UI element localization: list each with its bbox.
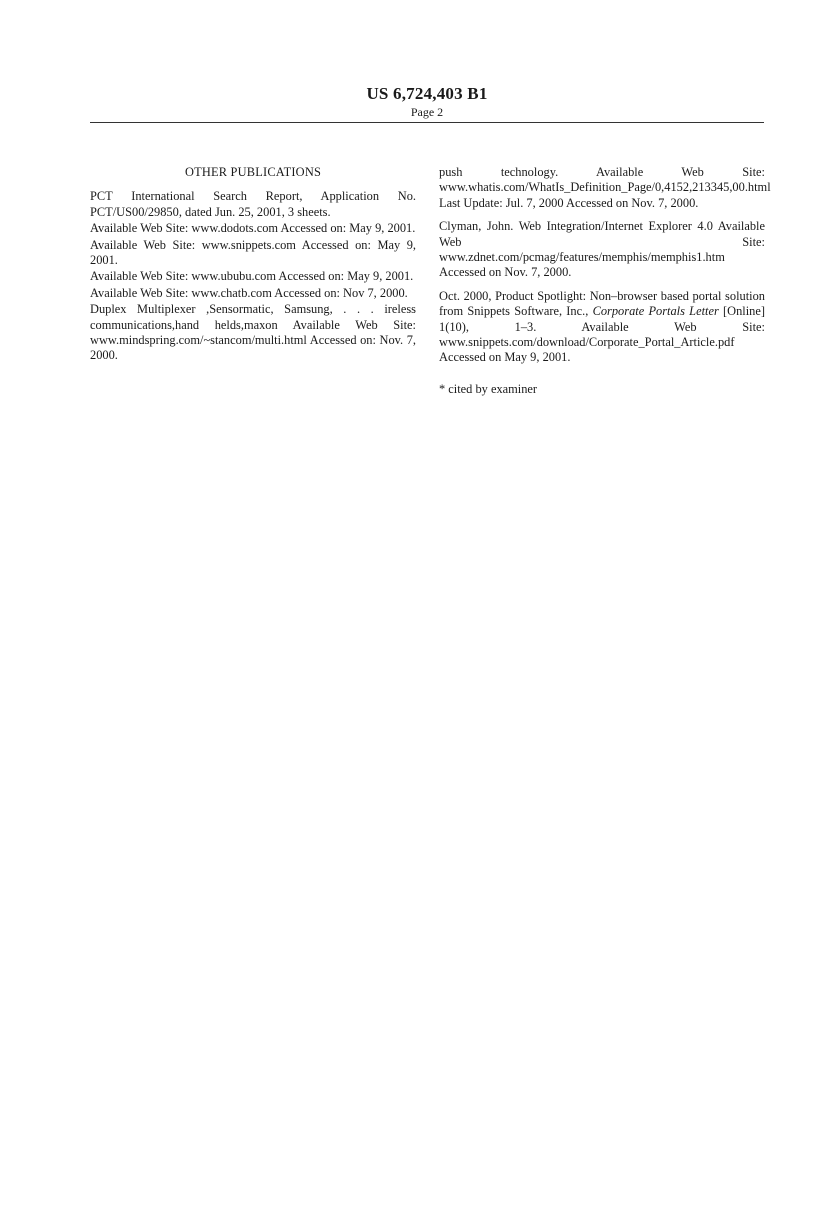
cited-by-examiner-note: * cited by examiner	[439, 381, 538, 396]
reference-item: Available Web Site: www.chatb.com Accessed on: Nov 7, 2000.	[90, 285, 408, 300]
header-divider	[90, 122, 764, 123]
patent-number: US 6,724,403 B1	[366, 84, 488, 103]
right-column	[439, 165, 771, 397]
reference-item: PCT International Search Report, Application No. PCT/US00/29850, dated Jun. 25, 2001, 3 sheets.	[90, 189, 416, 219]
journal-title: Corporate Portals Letter	[592, 304, 719, 319]
left-column	[90, 165, 416, 365]
reference-text: Oct. 2000, Product Spotlight: Non–browser based portal solution from Snippets Software, Inc.,	[439, 288, 765, 319]
reference-item: Available Web Site: www.dodots.com Accessed on: May 9, 2001.	[90, 221, 416, 236]
reference-item: push technology. Available Web Site: www.whatis.com/WhatIs_Definition_Page/0,4152,213345,00.html Last Update: Jul. 7, 2000 Accessed on Nov. 7, 2000.	[439, 165, 771, 210]
reference-item: Clyman, John. Web Integration/Internet Explorer 4.0 Available Web Site: www.zdnet.com/pcmag/features/memphis/memphis1.htm Accessed on Nov. 7, 2000.	[439, 219, 765, 280]
reference-item: Available Web Site: www.snippets.com Accessed on: May 9, 2001.	[90, 237, 416, 268]
section-heading-other-publications: OTHER PUBLICATIONS	[184, 165, 322, 179]
reference-item	[439, 289, 765, 366]
reference-text: [Online] 1(10), 1–3. Available Web Site: www.snippets.com/download/Corporate_Portal_Article.pdf Accessed on May 9, 2001.	[439, 304, 765, 365]
page-header	[90, 84, 764, 119]
page-number: Page 2	[410, 105, 444, 119]
reference-item: Duplex Multiplexer ,Sensormatic, Samsung, . . . ireless communications,hand helds,maxon Available Web Site: www.mindspring.com/~stancom/multi.html Accessed on: Nov. 7, 2000.	[90, 302, 416, 363]
reference-item: Available Web Site: www.ububu.com Accessed on: May 9, 2001.	[90, 269, 414, 284]
